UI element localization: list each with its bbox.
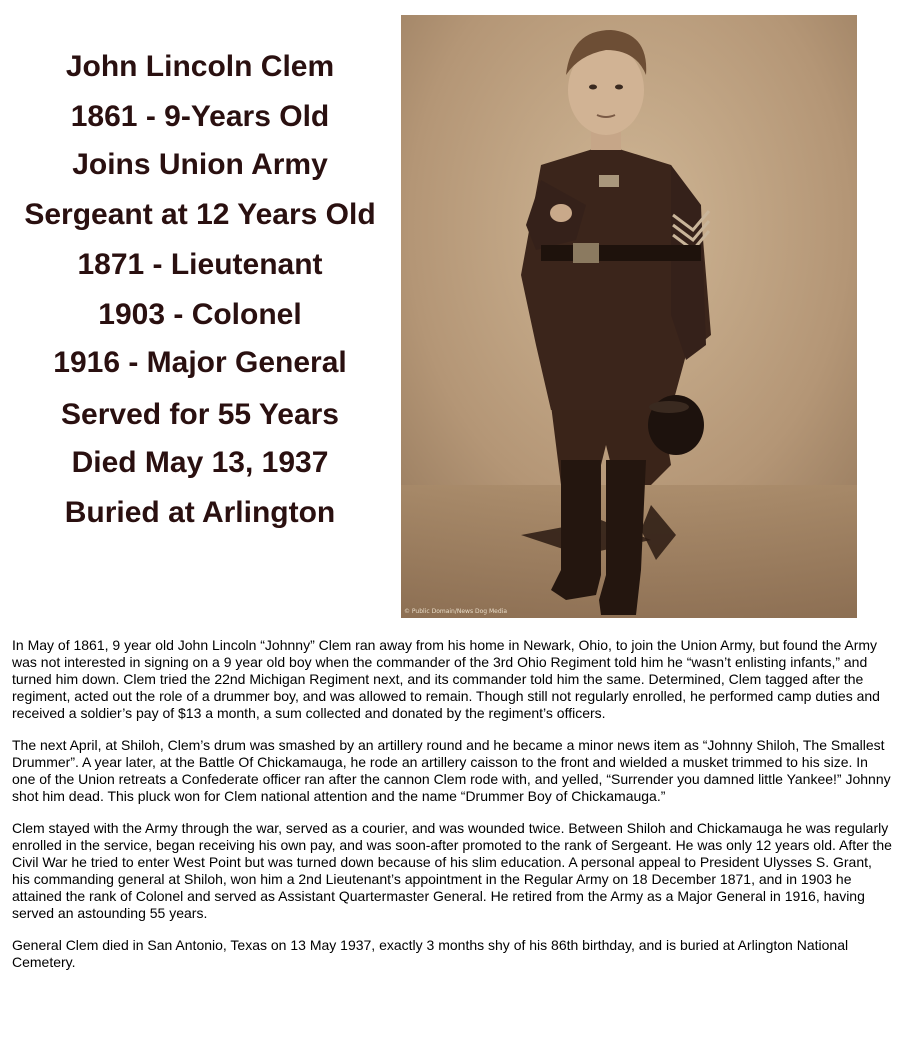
headline-major-general: 1916 - Major General: [53, 346, 347, 379]
headline-block: [0, 52, 400, 528]
headline-death-date: Died May 13, 1937: [71, 446, 329, 479]
headline-lieutenant: 1871 - Lieutenant: [77, 248, 323, 281]
headline-sergeant: Sergeant at 12 Years Old: [24, 198, 376, 231]
portrait-photo: [401, 15, 857, 618]
headline-joins-army: Joins Union Army: [72, 148, 328, 181]
article-paragraph-shiloh: The next April, at Shiloh, Clem’s drum was smashed by an artillery round and he became a minor news item as “Johnny Shiloh, The Smallest Drummer”. A year later, at the Battle Of Chickamauga, he rode an artillery caisson to the front and wielded a musket trimmed to his size. In one of the Union retreats a Confederate officer ran after the cannon Clem rode with, and yelled, “Surrender you damned little Yankee!” Johnny shot him dead. This pluck won for Clem national attention and the name “Drummer Boy of Chickamauga.”: [12, 737, 891, 804]
headline-name: John Lincoln Clem: [65, 50, 335, 83]
article-paragraph-enlistment: In May of 1861, 9 year old John Lincoln “Johnny” Clem ran away from his home in Newark, Ohio, to join the Union Army, but found the Army was not interested in signing on a 9 year old boy when the commander of the 3rd Ohio Regiment told him he “wasn’t enlisting infants,” and turned him down. Clem tried the 22nd Michigan Regiment next, and its commander told him the same. Determined, Clem tagged after the regiment, acted out the role of a drummer boy, and was allowed to remain. Though still not regularly enrolled, he performed camp duties and received a soldier’s pay of $13 a month, a sum collected and donated by the regiment’s officers.: [12, 637, 880, 721]
headline-colonel: 1903 - Colonel: [98, 298, 302, 331]
portrait-illustration: [401, 15, 857, 618]
headline-enlist-age: 1861 - 9-Years Old: [70, 100, 330, 133]
article-paragraph-career: Clem stayed with the Army through the war, served as a courier, and was wounded twice. Between Shiloh and Chickamauga he was regularly enrolled in the service, began receiving his own pay, and was soon-after promoted to the rank of Sergeant. He was only 12 years old. After the Civil War he tried to enter West Point but was turned down because of his slim education. A personal appeal to President Ulysses S. Grant, his commanding general at Shiloh, won him a 2nd Lieutenant’s appointment in the Regular Army on 18 December 1871, and in 1903 he attained the rank of Colonel and served as Assistant Quartermaster General. He retired from the Army as a Major General in 1916, having served an astounding 55 years.: [12, 820, 892, 921]
article-paragraph-death: General Clem died in San Antonio, Texas on 13 May 1937, exactly 3 months shy of his 86th birthday, and is buried at Arlington National Cemetery.: [12, 937, 849, 970]
article-body: [12, 637, 892, 986]
photo-credit: © Public Domain/News Dog Media: [404, 608, 508, 615]
headline-service-length: Served for 55 Years: [61, 398, 339, 431]
headline-burial: Buried at Arlington: [64, 496, 336, 529]
